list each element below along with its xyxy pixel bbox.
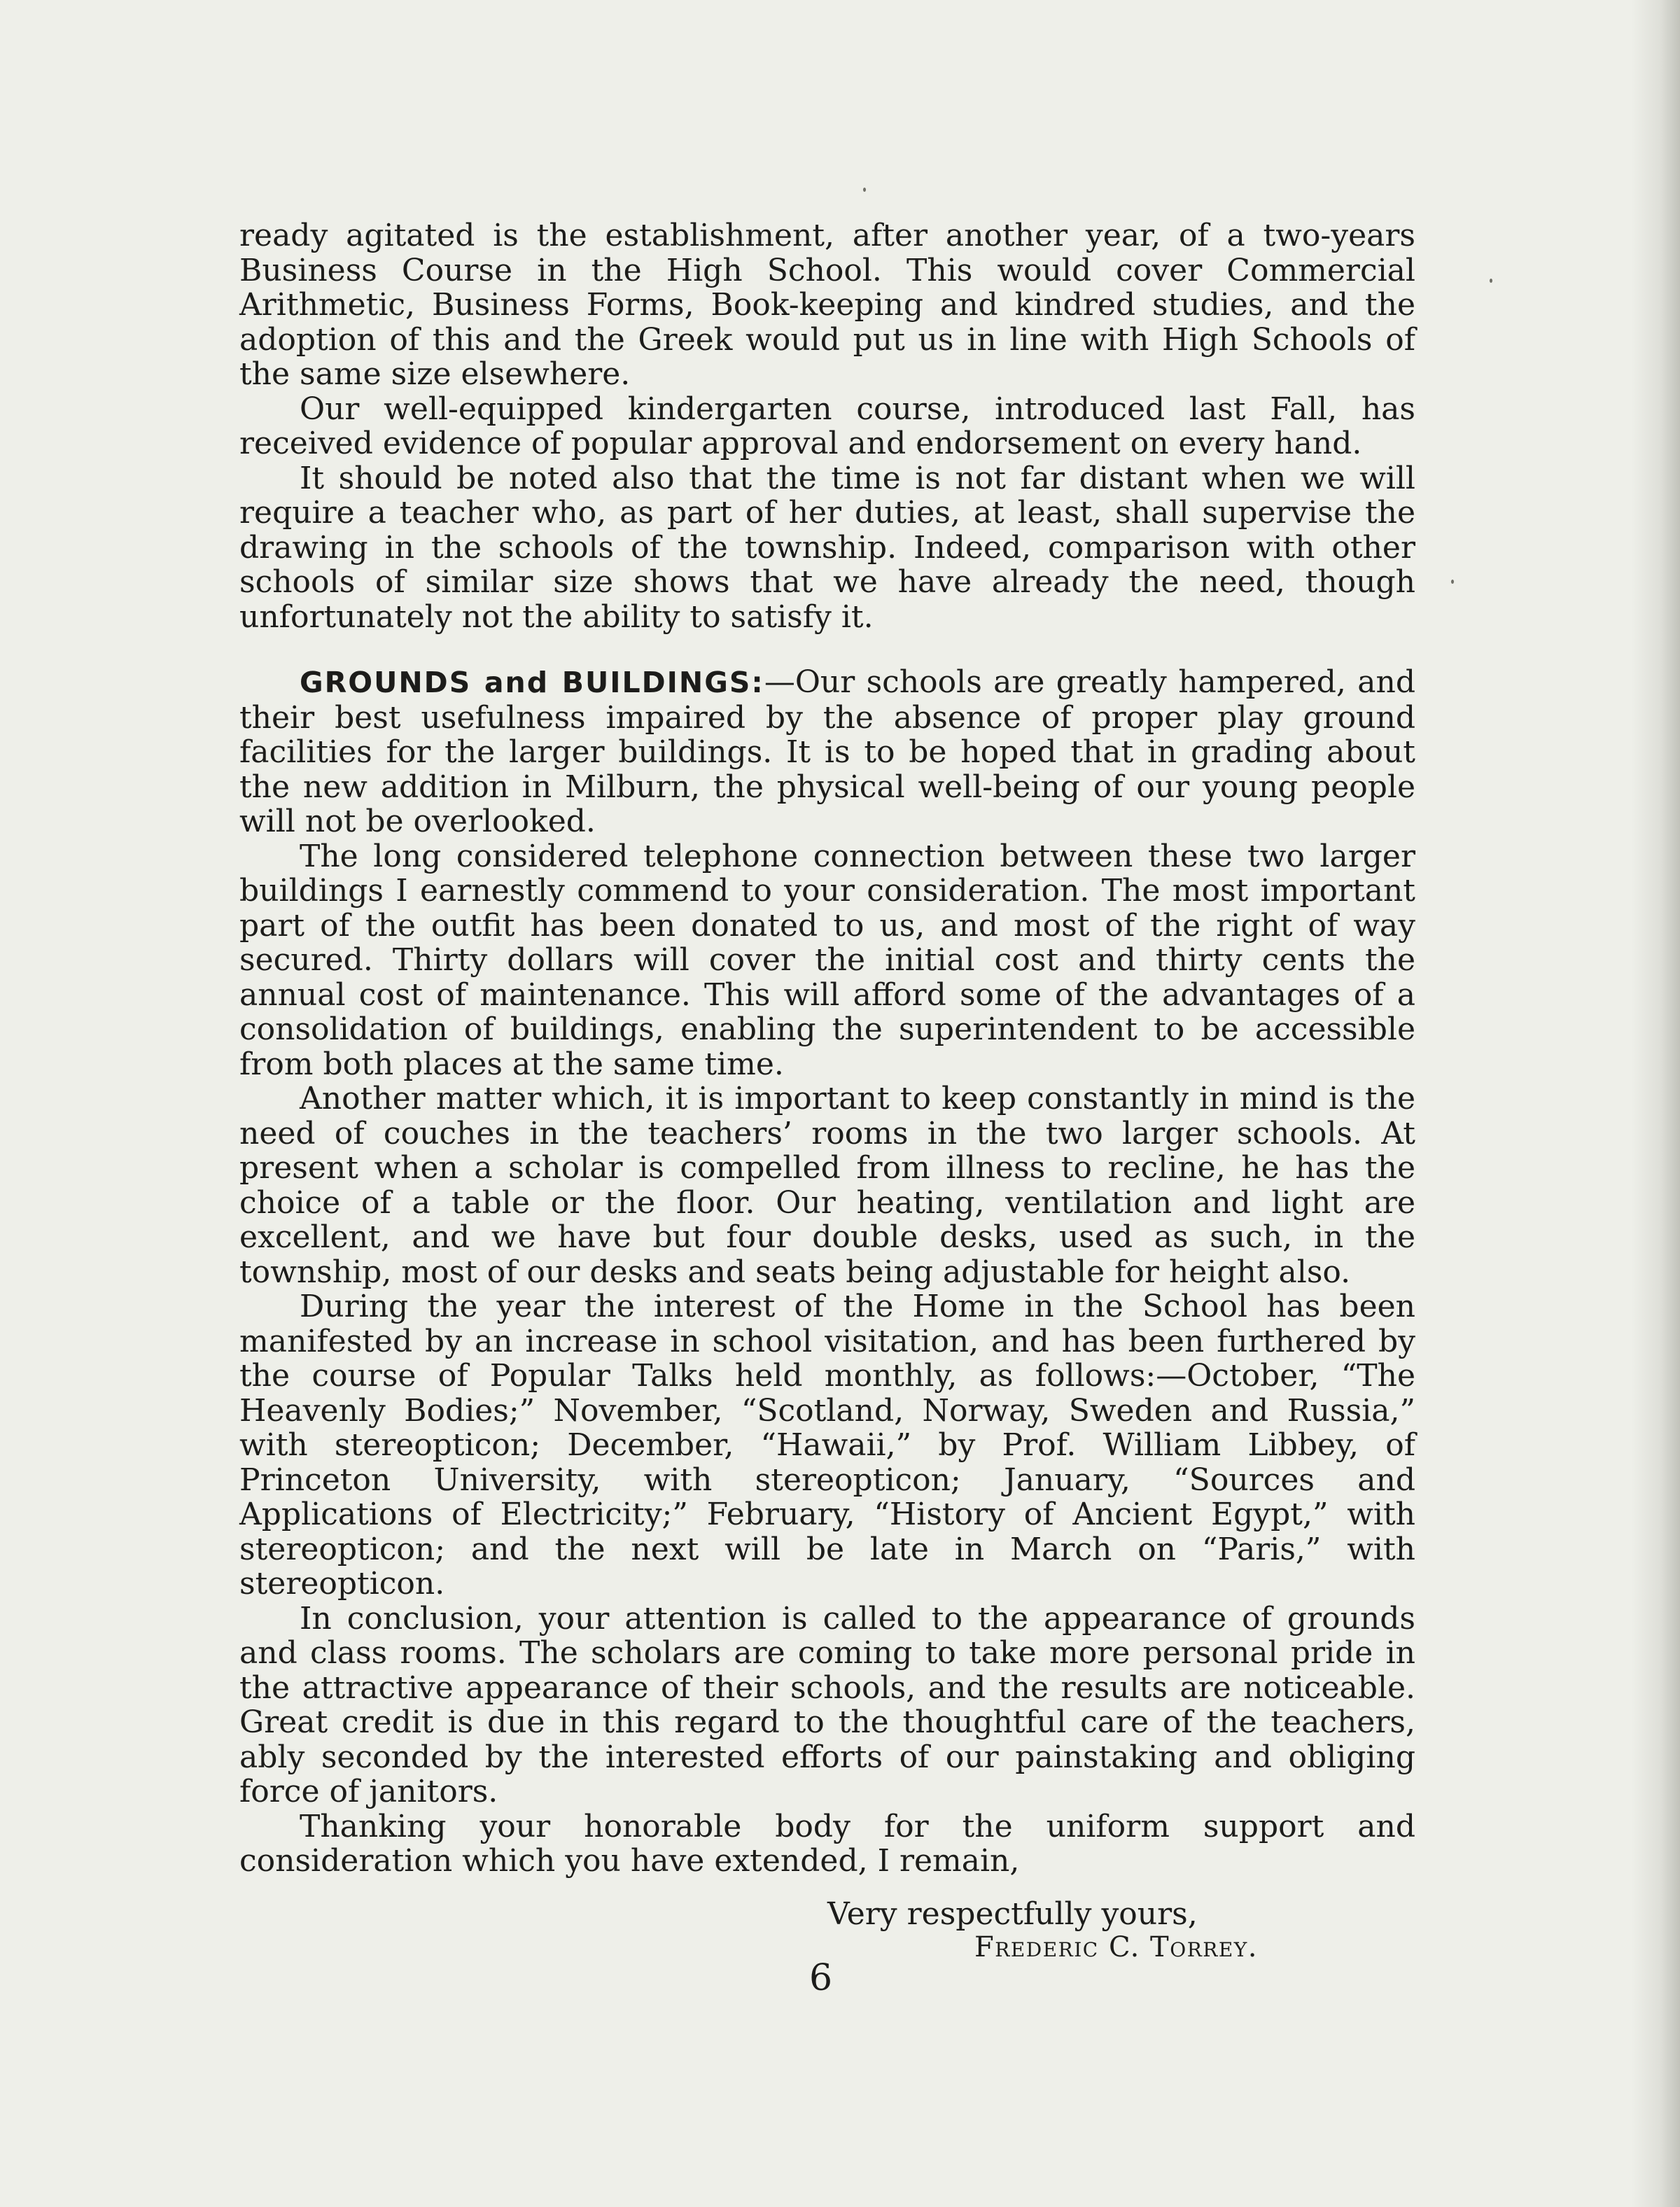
paragraph-kindergarten: Our well-equipped kindergarten course, introduced last Fall, has received evidence of popular approval and endorsement on every hand. [239, 391, 1415, 461]
page-number: 6 [809, 1957, 833, 1999]
paragraph-couches: Another matter which, it is important to keep constantly in mind is the need of couches in the teachers’ rooms in the two larger schools. At present when a scholar is compelled from illness to recline, he has the choice of a table or the floor. Our heating, ventilation and light are excellent, and we have but four double desks, used as such, in the township, most of our desks and seats being adjustable for height also. [239, 1081, 1415, 1290]
paragraph-telephone: The long considered telephone connection between these two larger buildings I earnestly commend to your consideration. The most important part of the outfit has been donated to us, and most of the right of way secured. Thirty dollars will cover the initial cost and thirty cents the annual cost of maintenance. This will afford some of the advantages of a consolidation of buildings, enabling the superintendent to be accessible from both places at the same time. [239, 838, 1415, 1082]
closing-salutation: Very respectfully yours, [827, 1896, 1198, 1932]
paragraph-popular-talks: During the year the interest of the Home in the School has been manifested by an increase in school visitation, and has been furthered by the course of Popular Talks held monthly, as follows:—October, “The Heavenly Bodies;” November, “Scotland, Norway, Sweden and Russia,” with stereopticon; December, “Hawaii,” by Prof. William Libbey, of Princeton University, with stereopticon; January, “Sources and Applications of Electricity;” February, “History of Ancient Egypt,” with stereopticon; and the next will be late in March on “Paris,” with stereopticon. [239, 1289, 1415, 1602]
body-text [239, 218, 1415, 1879]
print-speck [1490, 279, 1492, 283]
page-edge-shadow [1631, 0, 1680, 2207]
paragraph-conclusion: In conclusion, your attention is called to the appearance of grounds and class rooms. The scholars are coming to take more personal pride in the attractive appearance of their schools, and the results are noticeable. Great credit is due in this regard to the thoughtful care of the teachers, ably seconded by the interested efforts of our painstaking and obliging force of janitors. [239, 1600, 1415, 1809]
section-gap [239, 634, 1415, 665]
paragraph-drawing-teacher: It should be noted also that the time is not far distant when we will require a teacher who, as part of her duties, at least, shall supervise the drawing in the schools of the township. Indeed, comparison with other schools of similar size shows that we have already the need, though unfortunately not the ability to satisfy it. [239, 460, 1415, 635]
grounds-text: —Our schools are greatly hampered, and their best usefulness impaired by the absence of proper play ground facilities for the larger buildings. It is to be hoped that in grading about the new addition in Milburn, the physical well-being of our young people will not be overlooked. [239, 664, 1415, 839]
print-speck [1451, 580, 1454, 584]
signature: Frederic C. Torrey. [974, 1931, 1258, 1963]
print-speck [863, 188, 866, 192]
section-heading-grounds: GROUNDS and BUILDINGS: [300, 666, 764, 699]
paragraph-thanks: Thanking your honorable body for the uniform support and consideration which you have extended, I remain, [239, 1808, 1415, 1879]
paragraph-grounds [239, 665, 1415, 839]
paragraph-business-course: ready agitated is the establishment, after another year, of a two-years Business Course in the High School. This would cover Commercial Arithmetic, Business Forms, Book-keeping and kindred studies, and the adoption of this and the Greek would put us in line with High Schools of the same size elsewhere. [239, 218, 1415, 392]
